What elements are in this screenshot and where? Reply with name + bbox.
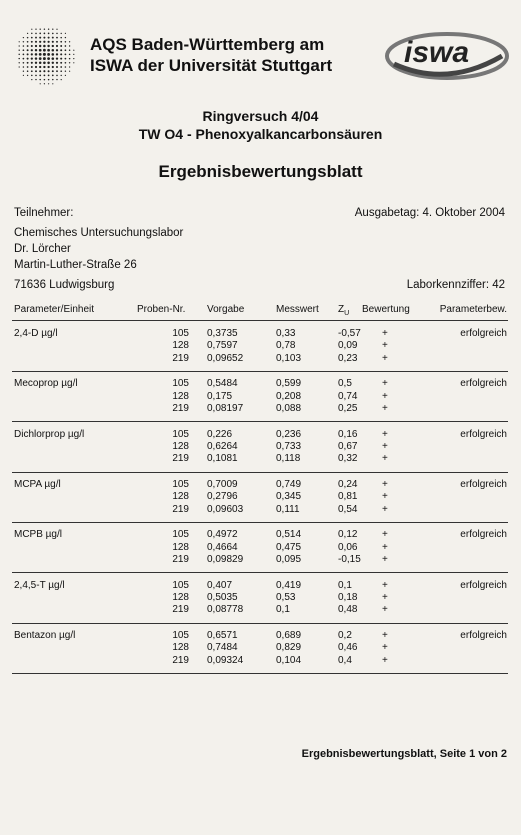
- target-value: 0,7009: [207, 478, 238, 490]
- rating-mark: +: [382, 654, 388, 666]
- measured-value: 0,088: [276, 403, 302, 415]
- rating-mark: +: [382, 441, 388, 452]
- zu-score: 0,06: [338, 541, 358, 553]
- rating-mark: +: [382, 453, 388, 465]
- measured-value: 0,475: [276, 541, 302, 553]
- lab-code: Laborkennziffer: 42: [406, 279, 505, 291]
- sample-no: 105: [172, 328, 189, 339]
- measured-value: 0,095: [276, 554, 302, 565]
- participant-line-3: Martin-Luther-Straße 26: [14, 259, 137, 271]
- measured-value: 0,33: [276, 328, 296, 339]
- rating-mark: +: [382, 529, 388, 541]
- col-target: Vorgabe: [207, 304, 245, 315]
- sample-no: 105: [172, 428, 189, 440]
- target-value: 0,5035: [207, 591, 238, 603]
- participant-line-1: Chemisches Untersuchungslabor: [14, 227, 184, 239]
- rating-mark: +: [382, 591, 388, 603]
- sample-no: 105: [172, 529, 189, 541]
- sample-no: 219: [172, 403, 189, 415]
- target-value: 0,5484: [207, 378, 238, 390]
- measured-value: 0,599: [276, 378, 302, 390]
- group-rule: [12, 421, 508, 422]
- measured-value: 0,829: [276, 642, 302, 654]
- org-line-1: AQS Baden-Württemberg am: [90, 35, 325, 54]
- parameter-result: erfolgreich: [460, 328, 507, 339]
- zu-score: 0,24: [338, 478, 358, 490]
- zu-score: 0,46: [338, 642, 358, 654]
- zu-score: 0,2: [338, 629, 352, 641]
- target-value: 0,08197: [207, 403, 244, 415]
- zu-score: 0,18: [338, 591, 358, 603]
- target-value: 0,09652: [207, 352, 244, 364]
- issue-date: Ausgabetag: 4. Oktober 2004: [354, 207, 505, 219]
- measured-value: 0,514: [276, 529, 302, 541]
- zu-score: 0,4: [338, 654, 352, 666]
- sample-no: 219: [172, 654, 189, 666]
- target-value: 0,08778: [207, 604, 244, 616]
- org-line-2: ISWA der Universität Stuttgart: [90, 56, 333, 75]
- rating-mark: +: [382, 390, 388, 402]
- zu-score: 0,74: [338, 390, 358, 402]
- rating-mark: +: [382, 478, 388, 490]
- zu-score: 0,12: [338, 529, 358, 541]
- target-value: 0,1081: [207, 453, 238, 465]
- rating-mark: +: [382, 352, 388, 364]
- measured-value: 0,78: [276, 340, 296, 352]
- parameter-name: MCPA µg/l: [14, 478, 61, 490]
- target-value: 0,09603: [207, 503, 244, 515]
- target-value: 0,6571: [207, 629, 238, 641]
- target-value: 0,407: [207, 579, 233, 591]
- parameter-name: Bentazon µg/l: [14, 629, 76, 641]
- parameter-name: 2,4-D µg/l: [14, 328, 58, 339]
- parameter-result: erfolgreich: [460, 629, 507, 641]
- rating-mark: +: [382, 428, 388, 440]
- zu-score: 0,81: [338, 491, 358, 503]
- participant-label: Teilnehmer:: [14, 207, 74, 219]
- target-value: 0,7597: [207, 340, 238, 352]
- group-rule: [12, 522, 508, 523]
- target-value: 0,7484: [207, 642, 238, 654]
- parameter-name: Dichlorprop µg/l: [14, 428, 85, 440]
- rating-mark: +: [382, 328, 388, 339]
- group-rule: [12, 371, 508, 372]
- sample-no: 128: [172, 441, 189, 452]
- rating-mark: +: [382, 629, 388, 641]
- measured-value: 0,111: [276, 503, 300, 515]
- measured-value: 0,53: [276, 591, 296, 603]
- participant-line-2: Dr. Lörcher: [14, 243, 71, 255]
- sample-no: 128: [172, 340, 189, 352]
- rating-mark: +: [382, 579, 388, 591]
- parameter-result: erfolgreich: [460, 478, 507, 490]
- sample-no: 219: [172, 453, 189, 465]
- measured-value: 0,345: [276, 491, 302, 503]
- sample-no: 105: [172, 378, 189, 390]
- parameter-result: erfolgreich: [460, 579, 507, 591]
- sample-no: 128: [172, 541, 189, 553]
- zu-score: 0,16: [338, 428, 358, 440]
- page-footer: Ergebnisbewertungsblatt, Seite 1 von 2: [301, 748, 507, 760]
- zu-score: -0,15: [338, 554, 361, 565]
- rating-mark: +: [382, 340, 388, 352]
- measured-value: 0,419: [276, 579, 302, 591]
- rating-mark: +: [382, 378, 388, 390]
- target-value: 0,09324: [207, 654, 244, 666]
- sample-no: 128: [172, 390, 189, 402]
- zu-score: 0,48: [338, 604, 358, 616]
- measured-value: 0,749: [276, 478, 302, 490]
- rating-mark: +: [382, 403, 388, 415]
- col-param: Parameter/Einheit: [14, 304, 95, 315]
- round-title: Ringversuch 4/04: [202, 108, 319, 124]
- parameter-name: 2,4,5-T µg/l: [14, 579, 65, 591]
- zu-score: 0,23: [338, 352, 358, 364]
- zu-score: 0,5: [338, 378, 352, 390]
- sample-no: 105: [172, 478, 189, 490]
- group-rule: [12, 623, 508, 624]
- target-value: 0,2796: [207, 491, 238, 503]
- participant-line-4: 71636 Ludwigsburg: [14, 279, 115, 291]
- zu-score: -0,57: [338, 328, 361, 339]
- sheet-title: Ergebnisbewertungsblatt: [158, 162, 363, 181]
- target-value: 0,4972: [207, 529, 238, 541]
- parameter-result: erfolgreich: [460, 428, 507, 440]
- measured-value: 0,733: [276, 441, 302, 452]
- zu-score: 0,09: [338, 340, 358, 352]
- col-zu: [338, 304, 349, 317]
- measured-value: 0,689: [276, 629, 302, 641]
- parameter-name: MCPB µg/l: [14, 529, 62, 541]
- sample-no: 128: [172, 591, 189, 603]
- sample-no: 105: [172, 579, 189, 591]
- subject-title: TW O4 - Phenoxyalkancarbonsäuren: [138, 126, 383, 142]
- measured-value: 0,118: [276, 453, 301, 465]
- iswa-logo-icon: [384, 26, 510, 82]
- group-rule: [12, 673, 508, 674]
- sample-no: 219: [172, 604, 189, 616]
- measured-value: 0,103: [276, 352, 302, 364]
- measured-value: 0,1: [276, 604, 290, 616]
- parameter-result: erfolgreich: [460, 529, 507, 541]
- dot-globe-logo-icon: [14, 24, 76, 86]
- rating-mark: +: [382, 554, 388, 565]
- col-zu-main: Z: [338, 304, 345, 315]
- target-value: 0,175: [207, 390, 233, 402]
- zu-score: 0,32: [338, 453, 358, 465]
- zu-score: 0,67: [338, 441, 358, 452]
- target-value: 0,226: [207, 428, 233, 440]
- measured-value: 0,208: [276, 390, 302, 402]
- target-value: 0,09829: [207, 554, 244, 565]
- sample-no: 219: [172, 554, 189, 565]
- rating-mark: +: [382, 541, 388, 553]
- rating-mark: +: [382, 503, 388, 515]
- col-rating: Bewertung: [362, 304, 410, 315]
- rating-mark: +: [382, 642, 388, 654]
- sample-no: 128: [172, 491, 189, 503]
- sample-no: 105: [172, 629, 189, 641]
- target-value: 0,6264: [207, 441, 238, 452]
- col-sample: Proben-Nr.: [137, 304, 186, 315]
- measured-value: 0,104: [276, 654, 302, 666]
- iswa-logo-text: iswa: [404, 36, 470, 69]
- col-param-rating: Parameterbew.: [439, 304, 507, 315]
- rating-mark: +: [382, 491, 388, 503]
- sample-no: 219: [172, 503, 189, 515]
- parameter-result: erfolgreich: [460, 378, 507, 390]
- header-rule: [12, 320, 508, 321]
- measured-value: 0,236: [276, 428, 302, 440]
- zu-score: 0,54: [338, 503, 358, 515]
- parameter-name: Mecoprop µg/l: [14, 378, 78, 390]
- zu-score: 0,25: [338, 403, 358, 415]
- group-rule: [12, 472, 508, 473]
- sample-no: 219: [172, 352, 189, 364]
- sample-no: 128: [172, 642, 189, 654]
- zu-score: 0,1: [338, 579, 352, 591]
- target-value: 0,4664: [207, 541, 238, 553]
- organization-title: [90, 34, 332, 76]
- target-value: 0,3735: [207, 328, 238, 339]
- rating-mark: +: [382, 604, 388, 616]
- group-rule: [12, 572, 508, 573]
- col-zu-sub: U: [344, 310, 350, 317]
- col-measured: Messwert: [276, 304, 319, 315]
